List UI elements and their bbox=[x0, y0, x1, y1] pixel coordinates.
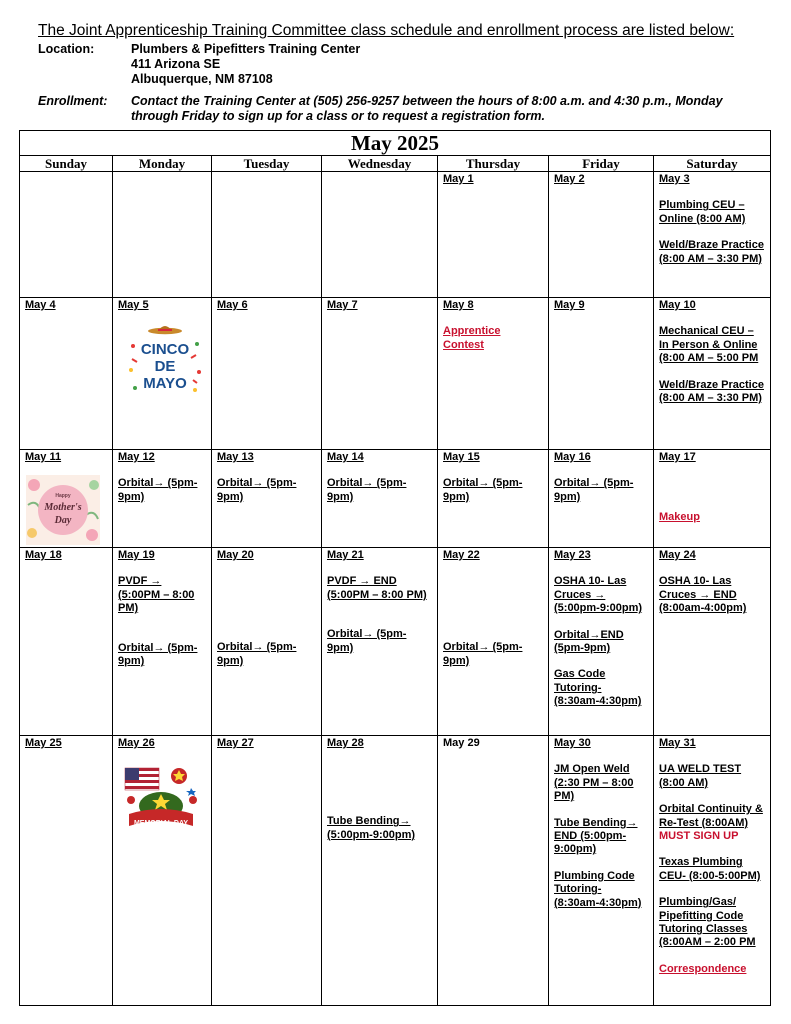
day-cell-may-18 bbox=[20, 548, 113, 736]
event-orbital[interactable]: Orbital→ (5pm-9pm) bbox=[327, 628, 407, 654]
event-apprentice-contest[interactable]: Apprentice Contest bbox=[443, 325, 501, 351]
date-label: May 1 bbox=[443, 173, 474, 185]
day-cell bbox=[212, 172, 322, 298]
day-cell-may-9 bbox=[549, 298, 654, 450]
memorial-day-text: MEMORIAL DAY bbox=[133, 820, 189, 827]
mothers-text: Mother's bbox=[44, 502, 82, 513]
week-row-4 bbox=[20, 548, 771, 736]
enrollment-text: Contact the Training Center at (505) 256-9257 between the hours of 8:00 a.m. and 4:30 p.m., Monday through Friday to sign up for a class or to request a registration form. bbox=[131, 94, 723, 123]
date-label: May 23 bbox=[554, 549, 591, 561]
day-cell-may-22 bbox=[438, 548, 549, 736]
event-orbital[interactable]: Orbital→ (5pm-9pm) bbox=[217, 641, 297, 667]
location-label: Location: bbox=[38, 42, 95, 56]
cinco-de-mayo-image bbox=[127, 322, 203, 398]
location-line-2: 411 Arizona SE bbox=[131, 57, 221, 71]
date-label: May 5 bbox=[118, 299, 149, 311]
week-row-3 bbox=[20, 450, 771, 548]
day-cell-may-17 bbox=[654, 450, 771, 548]
date-label: May 24 bbox=[659, 549, 696, 561]
day-text: Day bbox=[54, 515, 72, 526]
date-label: May 31 bbox=[659, 737, 696, 749]
event-tube-bending-end[interactable]: Tube Bending→ END (5:00pm-9:00pm) bbox=[554, 816, 638, 856]
date-label: May 14 bbox=[327, 451, 364, 463]
cinco-text: CINCO bbox=[140, 341, 190, 358]
must-sign-up-notice: MUST SIGN UP bbox=[659, 830, 739, 843]
event-texas-plumbing-ceu[interactable]: Texas Plumbing CEU- (8:00-5:00PM) bbox=[659, 856, 761, 882]
event-orbital[interactable]: Orbital→ (5pm-9pm) bbox=[217, 477, 297, 503]
date-label: May 29 bbox=[443, 737, 480, 749]
enrollment-label: Enrollment: bbox=[38, 94, 108, 108]
date-label: May 21 bbox=[327, 549, 364, 561]
day-cell-may-13 bbox=[212, 450, 322, 548]
event-osha-10[interactable]: OSHA 10- Las Cruces → (5:00pm-9:00pm) bbox=[554, 575, 643, 615]
date-label: May 15 bbox=[443, 451, 480, 463]
date-label: May 8 bbox=[443, 299, 474, 311]
date-label: May 30 bbox=[554, 737, 591, 749]
month-title: May 2025 bbox=[20, 131, 771, 156]
date-label: May 26 bbox=[118, 737, 155, 749]
event-mechanical-ceu[interactable]: Mechanical CEU – In Person & Online (8:00 AM – 5:00 PM bbox=[659, 325, 759, 365]
date-label: May 3 bbox=[659, 173, 690, 185]
mayo-text: MAYO bbox=[143, 375, 187, 392]
date-label: May 19 bbox=[118, 549, 155, 561]
event-ua-weld-test[interactable]: UA WELD TEST (8:00 AM) bbox=[659, 763, 742, 789]
event-orbital[interactable]: Orbital→ (5pm-9pm) bbox=[118, 641, 198, 668]
day-cell-may-24 bbox=[654, 548, 771, 736]
day-cell-may-30 bbox=[549, 736, 654, 1006]
day-cell-may-23 bbox=[549, 548, 654, 736]
day-cell-may-10 bbox=[654, 298, 771, 450]
event-orbital[interactable]: Orbital→ (5pm-9pm) bbox=[327, 477, 407, 503]
event-plumbing-code-tutoring[interactable]: Plumbing Code Tutoring- (8:30am-4:30pm) bbox=[554, 869, 642, 909]
date-label: May 10 bbox=[659, 299, 696, 311]
event-correspondence[interactable]: Correspondence bbox=[659, 962, 747, 975]
day-cell-may-7 bbox=[322, 298, 438, 450]
day-header-friday: Friday bbox=[549, 156, 654, 172]
week-row-5 bbox=[20, 736, 771, 1006]
flag-icon bbox=[125, 768, 159, 790]
event-jm-open-weld[interactable]: JM Open Weld (2:30 PM – 8:00 PM) bbox=[554, 763, 634, 803]
date-label: May 13 bbox=[217, 451, 254, 463]
day-cell-may-25 bbox=[20, 736, 113, 1006]
event-orbital[interactable]: Orbital→ (5pm-9pm) bbox=[118, 477, 198, 503]
week-row-1 bbox=[20, 172, 771, 298]
date-label: May 4 bbox=[25, 299, 56, 311]
day-cell-may-19 bbox=[113, 548, 212, 736]
day-header-sunday: Sunday bbox=[20, 156, 113, 172]
day-header-thursday: Thursday bbox=[438, 156, 549, 172]
date-label: May 12 bbox=[118, 451, 155, 463]
date-label: May 11 bbox=[25, 451, 62, 463]
day-cell-may-20 bbox=[212, 548, 322, 736]
event-gas-code-tutoring[interactable]: Gas Code Tutoring- (8:30am-4:30pm) bbox=[554, 668, 642, 708]
event-orbital[interactable]: Orbital→ (5pm-9pm) bbox=[443, 641, 523, 667]
happy-text: Happy bbox=[55, 493, 71, 499]
day-cell-may-29 bbox=[438, 736, 549, 1006]
event-pvdf[interactable]: PVDF → (5:00PM – 8:00 PM) bbox=[118, 575, 195, 615]
event-orbital[interactable]: Orbital→ (5pm-9pm) bbox=[554, 477, 634, 503]
day-cell-may-6 bbox=[212, 298, 322, 450]
may-calendar bbox=[19, 130, 771, 1006]
date-label: May 6 bbox=[217, 299, 248, 311]
day-header-wednesday: Wednesday bbox=[322, 156, 438, 172]
day-header-saturday: Saturday bbox=[654, 156, 771, 172]
mothers-day-image bbox=[26, 475, 100, 545]
date-label: May 27 bbox=[217, 737, 254, 749]
date-label: May 20 bbox=[217, 549, 254, 561]
date-label: May 28 bbox=[327, 737, 364, 749]
day-cell-may-1 bbox=[438, 172, 549, 298]
day-cell bbox=[322, 172, 438, 298]
date-label: May 22 bbox=[443, 549, 480, 561]
location-line-3: Albuquerque, NM 87108 bbox=[131, 72, 273, 86]
event-weld-braze-practice[interactable]: Weld/Braze Practice (8:00 AM – 3:30 PM) bbox=[659, 239, 764, 265]
day-cell-may-15 bbox=[438, 450, 549, 548]
day-cell-may-5 bbox=[113, 298, 212, 450]
sombrero-icon bbox=[148, 326, 182, 334]
event-orbital[interactable]: Orbital→ (5pm-9pm) bbox=[443, 477, 523, 503]
event-makeup[interactable]: Makeup bbox=[659, 511, 700, 524]
day-cell bbox=[113, 172, 212, 298]
day-cell-may-27 bbox=[212, 736, 322, 1006]
date-label: May 2 bbox=[554, 173, 585, 185]
day-cell-may-26 bbox=[113, 736, 212, 1006]
date-label: May 7 bbox=[327, 299, 358, 311]
page-intro-title: The Joint Apprenticeship Training Committee class schedule and enrollment process are listed below: bbox=[38, 22, 735, 39]
location-line-1: Plumbers & Pipefitters Training Center bbox=[131, 42, 361, 56]
day-cell bbox=[20, 172, 113, 298]
day-cell-may-11 bbox=[20, 450, 113, 548]
event-tube-bending[interactable]: Tube Bending→ (5:00pm-9:00pm) bbox=[327, 815, 416, 841]
day-cell-may-16 bbox=[549, 450, 654, 548]
date-label: May 25 bbox=[25, 737, 62, 749]
day-cell-may-3 bbox=[654, 172, 771, 298]
date-label: May 9 bbox=[554, 299, 585, 311]
day-cell-may-4 bbox=[20, 298, 113, 450]
event-orbital-end[interactable]: Orbital→END (5pm-9pm) bbox=[554, 628, 624, 655]
date-label: May 17 bbox=[659, 451, 696, 463]
day-cell-may-21 bbox=[322, 548, 438, 736]
event-osha-10-end[interactable]: OSHA 10- Las Cruces → END (8:00am-4:00pm) bbox=[659, 575, 747, 615]
memorial-day-image bbox=[121, 764, 201, 840]
event-plumbing-ceu[interactable]: Plumbing CEU – Online (8:00 AM) bbox=[659, 199, 746, 225]
day-header-tuesday: Tuesday bbox=[212, 156, 322, 172]
day-cell-may-28 bbox=[322, 736, 438, 1006]
week-row-2 bbox=[20, 298, 771, 450]
event-code-tutoring-classes[interactable]: Plumbing/Gas/ Pipefitting Code Tutoring Classes (8:00AM – 2:00 PM bbox=[659, 896, 756, 949]
date-label: May 16 bbox=[554, 451, 591, 463]
day-cell-may-2 bbox=[549, 172, 654, 298]
day-cell-may-8 bbox=[438, 298, 549, 450]
event-weld-braze-practice[interactable]: Weld/Braze Practice (8:00 AM – 3:30 PM) bbox=[659, 378, 764, 405]
day-header-monday: Monday bbox=[113, 156, 212, 172]
event-orbital-continuity[interactable]: Orbital Continuity & Re-Test (8:00AM) bbox=[659, 803, 763, 829]
de-text: DE bbox=[154, 358, 176, 375]
date-label: May 18 bbox=[25, 549, 62, 561]
event-pvdf-end[interactable]: PVDF → END (5:00PM – 8:00 PM) bbox=[327, 575, 427, 601]
day-cell-may-31 bbox=[654, 736, 771, 1006]
day-cell-may-12 bbox=[113, 450, 212, 548]
day-cell-may-14 bbox=[322, 450, 438, 548]
